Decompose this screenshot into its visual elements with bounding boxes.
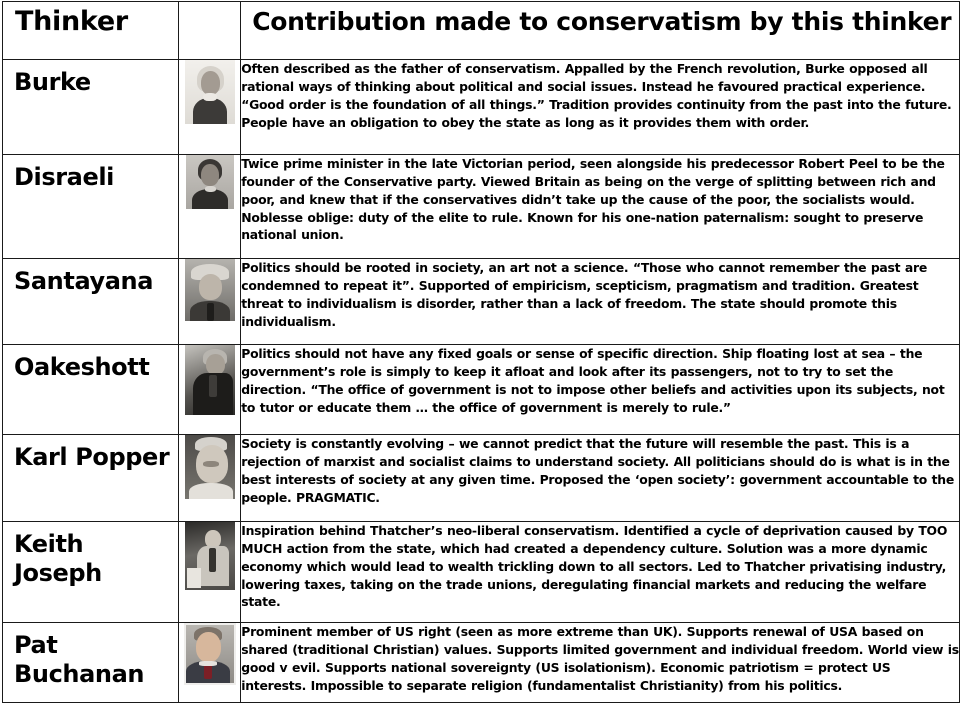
contribution-cell [241, 522, 960, 623]
portrait-cell [179, 435, 241, 522]
worksheet-page [0, 1, 960, 721]
thinker-name-pat-buchanan: Pat Buchanan [14, 631, 145, 689]
portrait-cell [179, 259, 241, 345]
contribution-cell [241, 435, 960, 522]
name-cell [3, 522, 179, 623]
table-row [3, 259, 960, 345]
table-row [3, 623, 960, 703]
portrait-cell [179, 60, 241, 155]
header-cell-portrait [179, 2, 241, 60]
contribution-cell [241, 155, 960, 259]
contribution-cell [241, 259, 960, 345]
table-header-row [3, 2, 960, 60]
table-row [3, 60, 960, 155]
contribution-cell [241, 345, 960, 435]
portrait-cell [179, 345, 241, 435]
header-cell-contribution [241, 2, 960, 60]
thinker-name-karl-popper: Karl Popper [14, 443, 170, 471]
thinker-name-santayana: Santayana [14, 267, 154, 295]
table-row [3, 522, 960, 623]
contribution-text: Society is constantly evolving – we cannot predict that the future will resemble the past. This is a rejection of marxist and socialist claims to understand society. All politicians should do is what is in the best interests of society at any given time. Proposed the ‘open society’: government accountable to the people. PRAGMATIC. [241, 436, 954, 505]
thinker-name-oakeshott: Oakeshott [14, 353, 150, 381]
portrait-image-karl-popper [185, 435, 235, 499]
table-row [3, 155, 960, 259]
contribution-text: Twice prime minister in the late Victorian period, seen alongside his predecessor Robert Peel to be the founder of the Conservative party. Viewed Britain as being on the verge of splitting between rich and poor, and knew that if the conservatives didn’t take up the cause of the poor, the socialists would. Noblesse oblige: duty of the elite to rule. Known for his one-nation paternalism: sought to preserve national union. [241, 156, 945, 243]
table-row [3, 345, 960, 435]
portrait-cell [179, 623, 241, 703]
thinker-name-disraeli: Disraeli [14, 163, 114, 191]
contribution-cell [241, 623, 960, 703]
column-header-contribution: Contribution made to conservatism by this thinker [252, 7, 952, 36]
name-cell [3, 259, 179, 345]
portrait-cell [179, 522, 241, 623]
contribution-text: Prominent member of US right (seen as more extreme than UK). Supports renewal of USA based on shared (traditional Christian) values. Supports limited government and individual freedom. World view is good v evil. Supports national sovereignty (US isolationism). Economic patriotism = protect US interests. Impossible to separate religion (fundamentalist Christianity) from his politics. [241, 624, 959, 693]
table-row [3, 435, 960, 522]
name-cell [3, 435, 179, 522]
portrait-cell [179, 155, 241, 259]
name-cell [3, 60, 179, 155]
header-cell-thinker [3, 2, 179, 60]
portrait-image-santayana [185, 259, 235, 321]
name-cell [3, 623, 179, 703]
thinker-name-burke: Burke [14, 68, 91, 96]
column-header-thinker: Thinker [15, 6, 128, 37]
contribution-cell [241, 60, 960, 155]
contribution-text: Inspiration behind Thatcher’s neo-liberal conservatism. Identified a cycle of deprivation caused by TOO MUCH action from the state, which had created a dependency culture. Solution was a more dynamic economy which would lead to wealth trickling down to all sectors. Led to Thatcher privatising industry, lowering taxes, taking on the trade unions, deregulating financial markets and reducing the welfare state. [241, 523, 948, 610]
portrait-image-keith-joseph [185, 522, 235, 590]
portrait-image-pat-buchanan [184, 623, 236, 685]
portrait-image-burke [185, 60, 235, 124]
portrait-image-disraeli [186, 155, 234, 209]
thinkers-table [2, 1, 960, 703]
contribution-text: Politics should not have any fixed goals or sense of specific direction. Ship floating lost at sea – the government’s role is simply to keep it afloat and look after its passengers, not to try to set the direction. “The office of government is not to impose other beliefs and activities upon its subjects, not to tutor or educate them … the office of government is merely to rule.” [241, 346, 945, 415]
portrait-image-oakeshott [185, 345, 235, 415]
contribution-text: Politics should be rooted in society, an art not a science. “Those who cannot remember the past are condemned to repeat it”. Supported of empiricism, scepticism, pragmatism and tradition. Greatest threat to individualism is disorder, rather than a lack of freedom. The state should promote this individualism. [241, 260, 928, 329]
name-cell [3, 155, 179, 259]
contribution-text: Often described as the father of conservatism. Appalled by the French revolution, Burke opposed all rational ways of thinking about political and social issues. Instead he favoured practical experience. “Good order is the foundation of all things.” Tradition provides continuity from the past into the future. People have an obligation to obey the state as long as it provides them with order. [241, 61, 952, 130]
name-cell [3, 345, 179, 435]
thinker-name-keith-joseph: Keith Joseph [14, 530, 102, 588]
